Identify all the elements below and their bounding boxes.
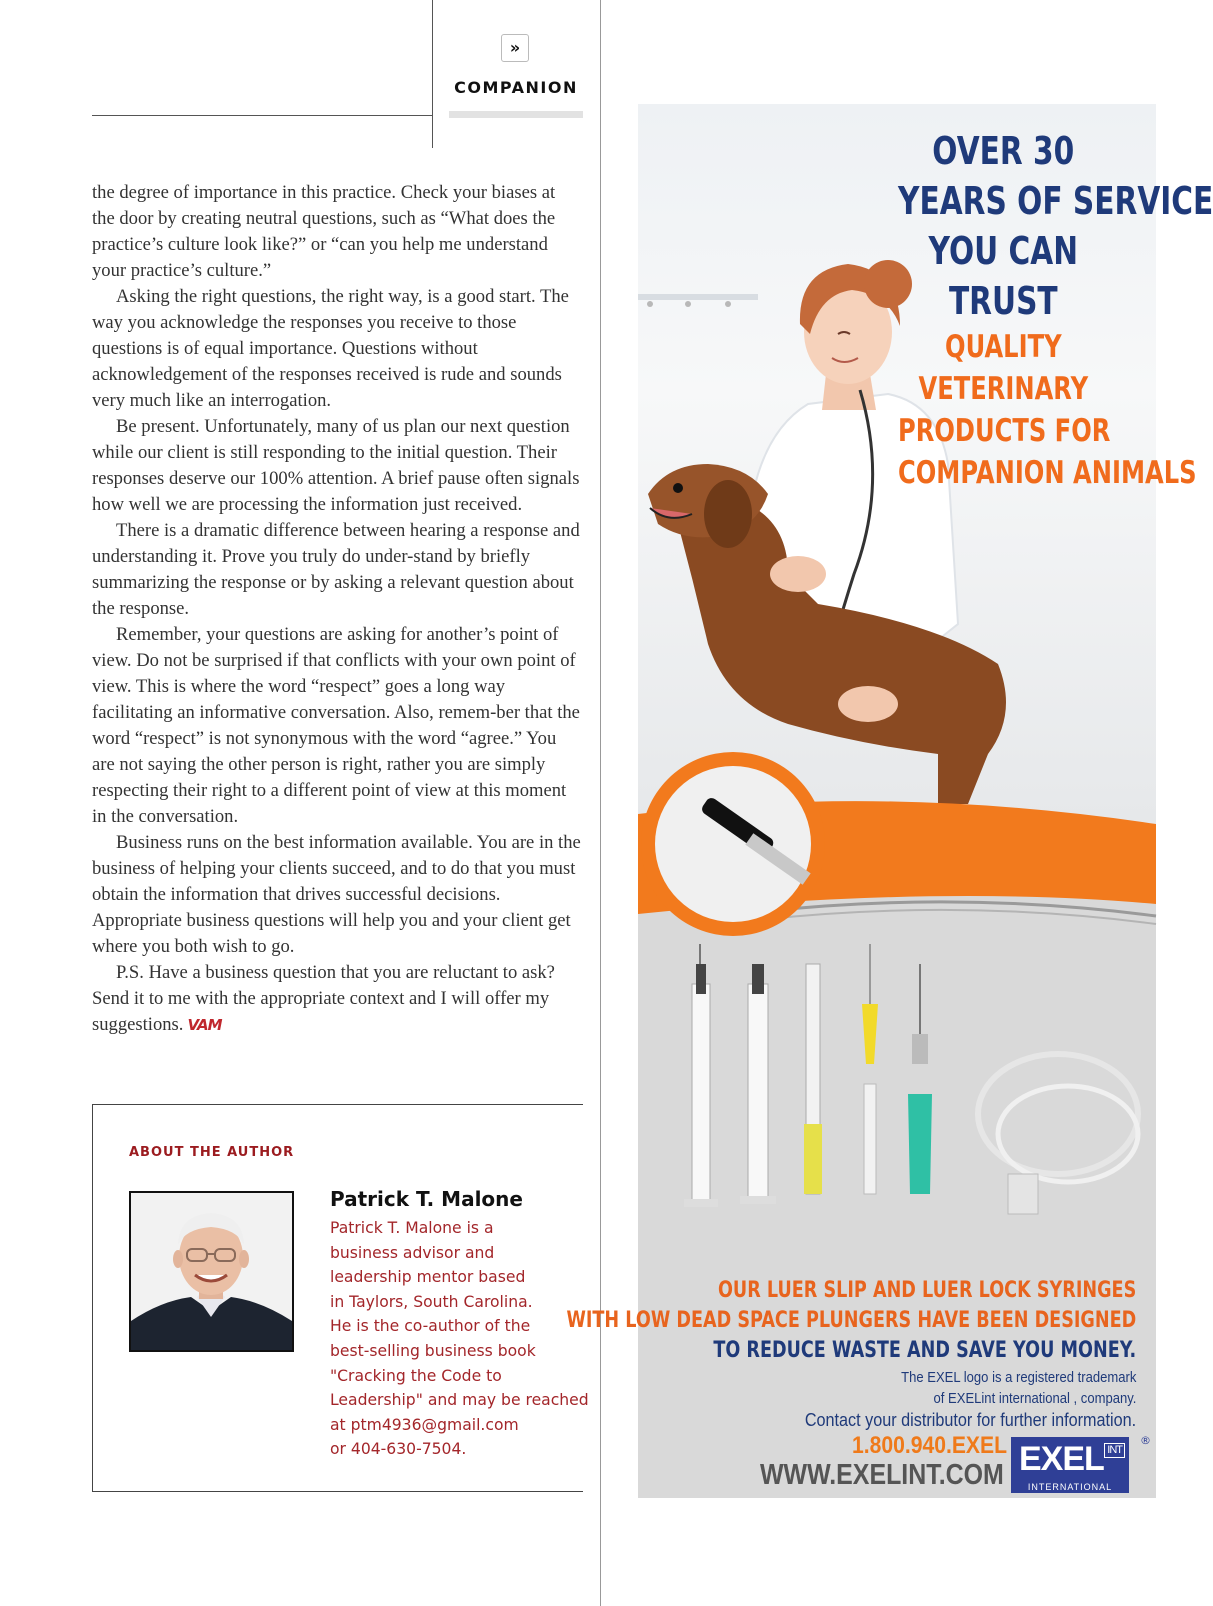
ad-trademark-line: The EXEL logo is a registered trademark [900,1370,1136,1386]
article-paragraph-last [92,960,582,1038]
orange-swoosh-with-needle [638,794,1156,954]
article-paragraph: Remember, your questions are asking for another’s point of view. Do not be surprised if that conflicts with your own point of view. This is where the word “respect” goes a long way facilitating an informative conversation. Also, remem-ber that the word “respect” is not synonymous with the word “agree.” You are not saying the other person is right, rather you are simply respecting their right to a different point of view at this moment in the conversation. [92,624,580,827]
ad-headline-line: YEARS OF SERVICE [898,179,1213,223]
ad-slogan-line: OUR LUER SLIP AND LUER LOCK SYRINGES [717,1278,1136,1303]
ad-headline-line: VETERINARY [918,371,1089,407]
ad-headline-line: QUALITY [945,329,1062,365]
vam-end-mark: VAM [187,1016,222,1034]
author-bio-line: "Cracking the Code to [330,1366,502,1385]
article-body [92,180,582,1038]
about-author-box [92,1104,589,1492]
ad-trademark-note [901,1368,1136,1410]
double-chevron-down-icon[interactable]: » [501,34,529,62]
article-paragraph-text: P.S. Have a business question that you are reluctant to ask? Send it to me with the appropriate context and I will offer my suggestions. [92,962,555,1035]
author-bio-line: leadership mentor based [330,1268,526,1287]
author-bio-line: in Taylors, South Carolina. [330,1292,533,1311]
author-bio-line: business advisor and [330,1243,495,1262]
syringes-and-needles-illustration [638,944,1156,1244]
article-paragraph: Asking the right questions, the right way, is a good start. The way you acknowledge the responses you receive to those questions is of equal importance. Questions without acknowledgement of the responses received is rude and sounds very much like an interrogation. [92,286,569,411]
author-bio-line: Leadership" and may be reached [330,1391,589,1410]
section-label: COMPANION [454,78,578,97]
header-rule [92,115,432,116]
ad-slogan-line: TO REDUCE WASTE AND SAVE YOU MONEY. [713,1338,1136,1363]
ad-contact-note: Contact your distributor for further information. [804,1410,1136,1430]
exel-logo-text: EXEL [1019,1440,1104,1478]
exel-logo-badge: INT [1104,1443,1125,1458]
ad-website[interactable]: WWW.EXELINT.COM [760,1459,1004,1491]
ad-headline-line: OVER 30 [932,129,1075,173]
article-paragraph: Be present. Unfortunately, many of us plan our next question while our client is still responding to the initial question. Their responses deserve our 100% attention. A brief pause often signals how well we are processing the information just received. [92,416,580,515]
exel-logo-subtitle: INTERNATIONAL [1011,1481,1129,1493]
ad-headline-line: YOU CAN [928,229,1079,273]
header-vertical-rule [432,0,433,148]
article-paragraph: the degree of importance in this practice. Check your biases at the door by creating neutral questions, such as “What does the practice’s culture look like?” or “can you help me understand your practice’s culture.” [92,182,556,281]
ad-headline-line: PRODUCTS FOR [898,413,1111,449]
author-bio-line: best-selling business book [330,1341,536,1360]
author-bio [330,1216,589,1462]
article-paragraph: There is a dramatic difference between hearing a response and understanding it. Prove you truly do under-stand by briefly summarizing the response or by asking a relevant question about the response. [92,520,580,619]
about-author-heading: ABOUT THE AUTHOR [129,1145,295,1160]
author-bio-email[interactable]: at ptm4936@gmail.com [330,1415,519,1434]
exel-logo [1011,1437,1129,1493]
ad-slogan-line: WITH LOW DEAD SPACE PLUNGERS HAVE BEEN DESIGNED [566,1308,1136,1333]
exel-logo-wordmark [1011,1437,1129,1481]
ad-slogan [566,1276,1136,1366]
author-bio-phone: or 404-630-7504. [330,1440,467,1459]
ad-phone[interactable]: 1.800.940.EXEL [852,1432,1007,1459]
author-photo [129,1191,294,1352]
author-portrait-illustration [131,1193,292,1350]
ad-trademark-line: of EXELint international , company. [933,1391,1136,1407]
ad-headline-line: TRUST [948,279,1058,323]
article-paragraph: Business runs on the best information available. You are in the business of helping your clients succeed, and to do that you must obtain the information that drives successful decisions. Appropriate business questions will help you and your client get where you both wish to go. [92,832,581,957]
registered-mark: ® [1140,1434,1151,1447]
ad-headline [898,126,1213,494]
author-bio-line: Patrick T. Malone is a [330,1219,494,1237]
author-bio-line: He is the co-author of the [330,1317,531,1336]
author-name: Patrick T. Malone [330,1187,523,1211]
ad-headline-line: COMPANION ANIMALS [898,455,1197,491]
section-underline [449,111,583,118]
exel-advertisement[interactable] [566,104,1213,1498]
